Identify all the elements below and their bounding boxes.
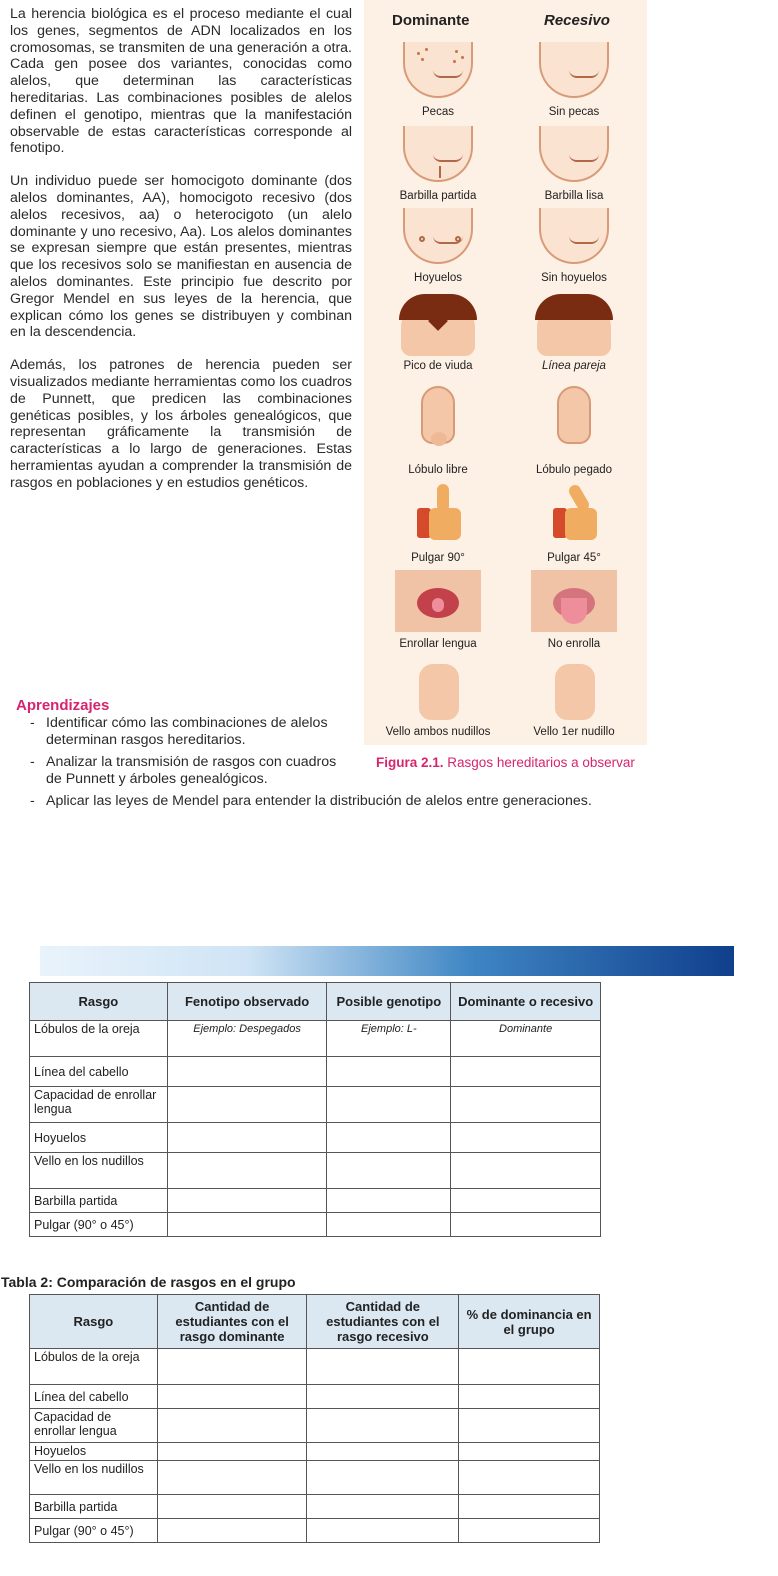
trait-recessive-sin-hoyuelos xyxy=(504,208,644,284)
figure-header-recessive: Recesivo xyxy=(544,12,610,29)
tongue-flat-icon xyxy=(531,570,617,632)
row-label: Capacidad de enrollar lengua xyxy=(30,1087,168,1123)
empty-cell[interactable] xyxy=(459,1409,600,1443)
empty-cell[interactable] xyxy=(459,1519,600,1543)
row-label: Lóbulos de la oreja xyxy=(30,1021,168,1057)
row-label: Lóbulos de la oreja xyxy=(30,1349,158,1385)
table-header: % de dominancia en el grupo xyxy=(459,1295,600,1349)
empty-cell[interactable] xyxy=(167,1087,327,1123)
table-header: Cantidad de estudiantes con el rasgo dominante xyxy=(157,1295,307,1349)
ear-free-lobe-icon xyxy=(395,384,481,446)
empty-cell[interactable] xyxy=(307,1409,459,1443)
empty-cell[interactable] xyxy=(451,1057,601,1087)
table-row xyxy=(30,1409,600,1443)
trait-label: Lóbulo pegado xyxy=(535,464,613,476)
row-label: Pulgar (90° o 45°) xyxy=(30,1213,168,1237)
table-row xyxy=(30,1519,600,1543)
empty-cell[interactable] xyxy=(157,1519,307,1543)
trait-dominant-lobulo-libre xyxy=(368,384,508,476)
empty-cell[interactable] xyxy=(157,1443,307,1461)
face-icon xyxy=(531,208,617,270)
empty-cell[interactable] xyxy=(459,1443,600,1461)
trait-label: Línea pareja xyxy=(542,360,606,372)
trait-label: Lóbulo libre xyxy=(408,464,468,476)
trait-label: No enrolla xyxy=(547,638,601,650)
trait-dominant-enrollar-lengua xyxy=(368,570,508,650)
table-header: Cantidad de estudiantes con el rasgo recesivo xyxy=(307,1295,459,1349)
example-cell: Ejemplo: Despegados xyxy=(167,1021,327,1057)
empty-cell[interactable] xyxy=(327,1057,451,1087)
trait-dominant-pulgar-90 xyxy=(368,480,508,564)
trait-recessive-linea-pareja xyxy=(504,294,644,372)
table2-title: Tabla 2: Comparación de rasgos en el grupo xyxy=(1,1274,296,1290)
row-label: Vello en los nudillos xyxy=(30,1461,158,1495)
row-label: Barbilla partida xyxy=(30,1495,158,1519)
aprendizaje-item-1: - Identificar cómo las combinaciones de alelos determinan rasgos hereditarios. xyxy=(30,715,352,749)
trait-recessive-pulgar-45 xyxy=(504,480,644,564)
empty-cell[interactable] xyxy=(157,1409,307,1443)
empty-cell[interactable] xyxy=(157,1495,307,1519)
trait-recessive-barbilla-lisa xyxy=(504,126,644,202)
empty-cell[interactable] xyxy=(451,1087,601,1123)
empty-cell[interactable] xyxy=(327,1153,451,1189)
aprendizaje-item-3: - Aplicar las leyes de Mendel para entender la distribución de alelos entre generaciones. xyxy=(30,793,630,810)
table-row xyxy=(30,1189,601,1213)
trait-label: Sin hoyuelos xyxy=(541,272,607,284)
thumb-icon xyxy=(395,480,481,542)
table-row xyxy=(30,1123,601,1153)
aprendizaje-item-2: - Analizar la transmisión de rasgos con cuadros de Punnett y árboles genealógicos. xyxy=(30,754,352,788)
trait-dominant-barbilla-partida xyxy=(368,126,508,202)
row-label: Línea del cabello xyxy=(30,1057,168,1087)
figure-caption-label: Figura 2.1. xyxy=(376,755,444,770)
table-row xyxy=(30,1057,601,1087)
trait-dominant-hoyuelos xyxy=(368,208,508,284)
trait-label: Enrollar lengua xyxy=(399,638,477,650)
trait-label: Barbilla partida xyxy=(399,190,477,202)
empty-cell[interactable] xyxy=(327,1087,451,1123)
empty-cell[interactable] xyxy=(459,1495,600,1519)
figure-caption-text: Rasgos hereditarios a observar xyxy=(447,755,635,770)
row-label: Vello en los nudillos xyxy=(30,1153,168,1189)
empty-cell[interactable] xyxy=(157,1461,307,1495)
empty-cell[interactable] xyxy=(167,1153,327,1189)
trait-label: Pecas xyxy=(422,106,454,118)
empty-cell[interactable] xyxy=(327,1213,451,1237)
example-cell: Dominante xyxy=(451,1021,601,1057)
empty-cell[interactable] xyxy=(307,1443,459,1461)
intro-paragraph-1: La herencia biológica es el proceso mediante el cual los genes, segmentos de ADN localizados en los cromosomas, se transmiten de una generación a otra. Cada gen posee dos variantes, conocidas como alelos, que determinan las características hereditarias. Las combinaciones posibles de alelos definen el genotipo, mientras que la manifestación observable de estas características corresponde al fenotipo. xyxy=(10,6,352,157)
empty-cell[interactable] xyxy=(157,1349,307,1385)
intro-text xyxy=(10,6,352,508)
dimples-icon xyxy=(395,208,481,270)
table-row xyxy=(30,1087,601,1123)
empty-cell[interactable] xyxy=(459,1349,600,1385)
empty-cell[interactable] xyxy=(167,1057,327,1087)
row-label: Línea del cabello xyxy=(30,1385,158,1409)
trait-label: Hoyuelos xyxy=(414,272,462,284)
trait-label: Pico de viuda xyxy=(403,360,473,372)
tongue-rolled-icon xyxy=(395,570,481,632)
table-header: Fenotipo observado xyxy=(167,983,327,1021)
trait-recessive-no-enrolla xyxy=(504,570,644,650)
trait-label: Sin pecas xyxy=(548,106,600,118)
empty-cell[interactable] xyxy=(327,1123,451,1153)
widows-peak-icon xyxy=(395,294,481,356)
empty-cell[interactable] xyxy=(451,1189,601,1213)
empty-cell[interactable] xyxy=(451,1123,601,1153)
chin-smooth-icon xyxy=(531,126,617,188)
empty-cell[interactable] xyxy=(459,1385,600,1409)
row-label: Pulgar (90° o 45°) xyxy=(30,1519,158,1543)
empty-cell[interactable] xyxy=(451,1153,601,1189)
empty-cell[interactable] xyxy=(451,1213,601,1237)
table-header: Rasgo xyxy=(30,1295,158,1349)
straight-hairline-icon xyxy=(531,294,617,356)
table-row xyxy=(30,1495,600,1519)
ear-attached-lobe-icon xyxy=(531,384,617,446)
trait-label: Vello 1er nudillo xyxy=(533,726,615,738)
figure-hereditary-traits xyxy=(364,0,647,745)
empty-cell[interactable] xyxy=(307,1495,459,1519)
chin-cleft-icon xyxy=(395,126,481,188)
hand-icon xyxy=(531,660,617,722)
thumb-icon xyxy=(531,480,617,542)
row-label: Hoyuelos xyxy=(30,1123,168,1153)
table-traits-observed xyxy=(29,982,601,1237)
figure-header-dominant: Dominante xyxy=(392,12,470,29)
table-row xyxy=(30,1213,601,1237)
trait-dominant-pecas xyxy=(368,42,508,118)
table-row xyxy=(30,1461,600,1495)
figure-caption xyxy=(376,754,760,771)
empty-cell[interactable] xyxy=(307,1519,459,1543)
trait-recessive-lobulo-pegado xyxy=(504,384,644,476)
table-header-row xyxy=(30,983,601,1021)
intro-paragraph-2: Un individuo puede ser homocigoto dominante (dos alelos dominantes, AA), homocigoto recesivo (dos alelos recesivos, aa) o heterocigoto (un alelo dominante y uno recesivo, Aa). Los alelos dominantes se expresan siempre que están presentes, mientras que los recesivos solo se manifiestan en ausencia de alelos dominantes. Este principio fue descrito por Gregor Mendel en sus leyes de la herencia, que explican cómo los genes se distribuyen y combinan en la descendencia. xyxy=(10,173,352,341)
trait-recessive-vello-1er xyxy=(504,660,644,738)
table-row xyxy=(30,1153,601,1189)
table-row xyxy=(30,1385,600,1409)
table-row xyxy=(30,1443,600,1461)
empty-cell[interactable] xyxy=(167,1189,327,1213)
empty-cell[interactable] xyxy=(307,1385,459,1409)
trait-recessive-sin-pecas xyxy=(504,42,644,118)
table-header-row xyxy=(30,1295,600,1349)
empty-cell[interactable] xyxy=(157,1385,307,1409)
decorative-banner xyxy=(40,946,734,976)
empty-cell[interactable] xyxy=(167,1213,327,1237)
row-label: Hoyuelos xyxy=(30,1443,158,1461)
table-header: Rasgo xyxy=(30,983,168,1021)
row-label: Barbilla partida xyxy=(30,1189,168,1213)
table-row xyxy=(30,1349,600,1385)
table-group-comparison xyxy=(29,1294,600,1543)
aprendizajes-title: Aprendizajes xyxy=(16,697,110,714)
table-row xyxy=(30,1021,601,1057)
example-cell: Ejemplo: L- xyxy=(327,1021,451,1057)
trait-label: Barbilla lisa xyxy=(544,190,604,202)
empty-cell[interactable] xyxy=(307,1349,459,1385)
empty-cell[interactable] xyxy=(167,1123,327,1153)
trait-label: Pulgar 45° xyxy=(547,552,601,564)
intro-paragraph-3: Además, los patrones de herencia pueden ser visualizados mediante herramientas como los cuadros de Punnett, que predicen las combinaciones genéticas posibles, y los árboles genealógicos, que representan gráficamente la transmisión de características a lo largo de generaciones. Estas herramientas ayudan a comprender la transmisión de rasgos en poblaciones y en estudios genéticos. xyxy=(10,357,352,491)
face-freckles-icon xyxy=(395,42,481,104)
trait-label: Pulgar 90° xyxy=(411,552,465,564)
empty-cell[interactable] xyxy=(327,1189,451,1213)
trait-dominant-pico-de-viuda xyxy=(368,294,508,372)
trait-dominant-vello-ambos xyxy=(368,660,508,738)
row-label: Capacidad de enrollar lengua xyxy=(30,1409,158,1443)
hand-icon xyxy=(395,660,481,722)
trait-label: Vello ambos nudillos xyxy=(385,726,491,738)
empty-cell[interactable] xyxy=(307,1461,459,1495)
empty-cell[interactable] xyxy=(459,1461,600,1495)
table-header: Dominante o recesivo xyxy=(451,983,601,1021)
table-header: Posible genotipo xyxy=(327,983,451,1021)
face-icon xyxy=(531,42,617,104)
